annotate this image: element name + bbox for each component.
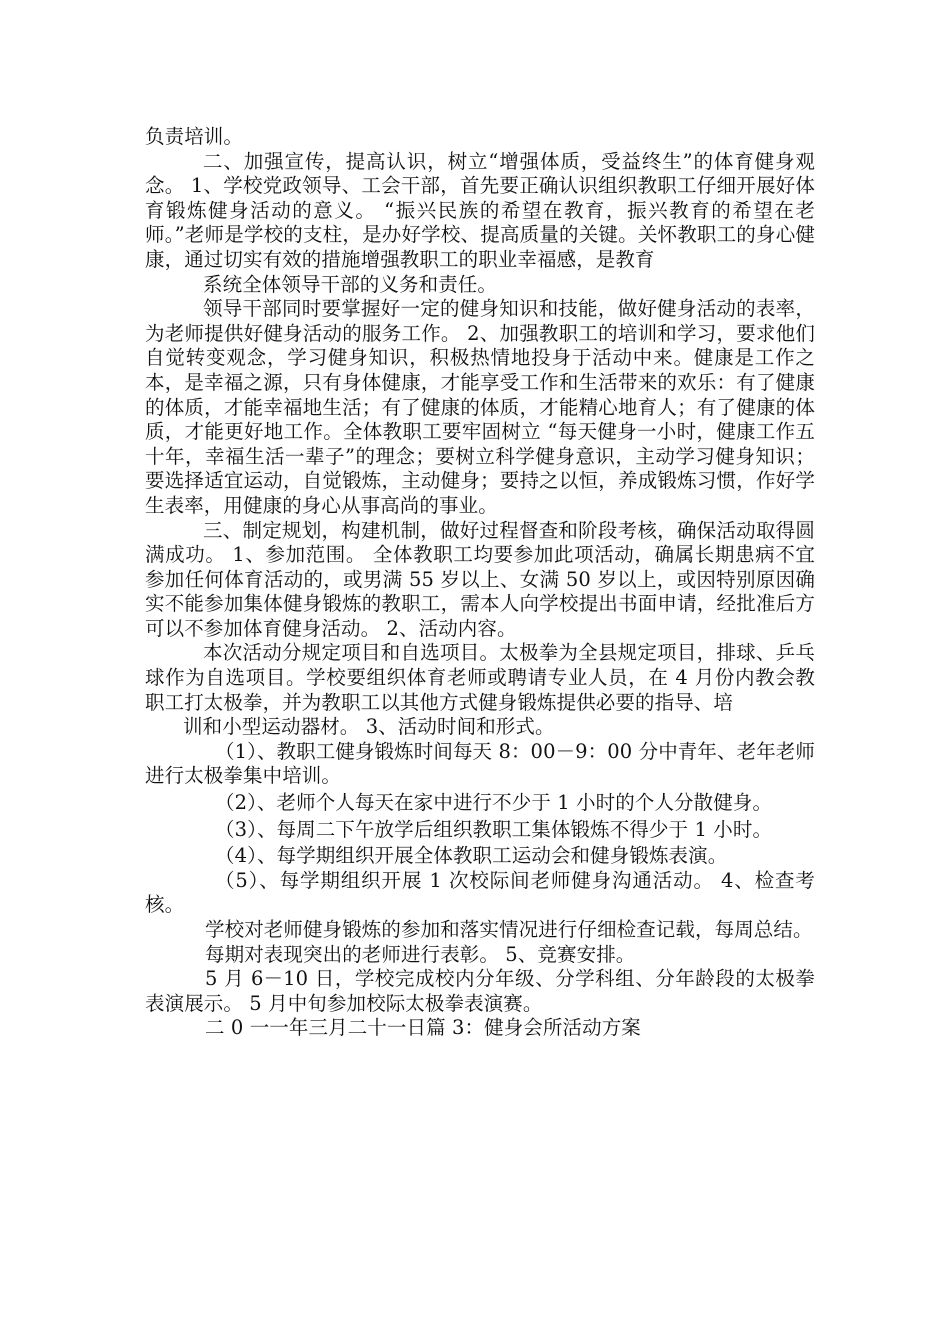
paragraph: 三、制定规划，构建机制，做好过程督查和阶段考核，确保活动取得圆满成功。 1、参加范围。 全体教职工均要参加此项活动，确属长期患病不宜参加任何体育活动的，或男满 55 岁以上、女满 50 岁以上，或因特别原因确实不能参加集体健身锻炼的教职工，需本人向学校提出书面申请，经批准后方可以不参加体育健身活动。 2、活动内容。 [145,518,815,640]
paragraph: 训和小型运动器材。 3、活动时间和形式。 [183,715,555,739]
paragraph: 二、加强宣传，提高认识，树立“增强体质，受益终生”的体育健身观念。 1、学校党政领导、工会干部，首先要正确认识组织教职工仔细开展好体育锻炼健身活动的意义。 “振兴民族的希望在教育，振兴教育的希望在老师。”老师是学校的支柱，是办好学校、提高质量的关键。关怀教职工的身心健康，通过切实有效的措施增强教职工的职业幸福感，是教育 [145,149,815,271]
paragraph: 系统全体领导干部的义务和责任。 [203,272,498,296]
paragraph: （1）、教职工健身锻炼时间每天 8：00－9：00 分中青年、老年老师进行太极拳集中培训。 [145,739,815,788]
document-body [145,125,815,1041]
paragraph: 学校对老师健身锻炼的参加和落实情况进行仔细检查记载，每周总结。 [205,918,813,941]
paragraph: 领导干部同时要掌握好一定的健身知识和技能，做好健身活动的表率，为老师提供好健身活动的服务工作。 2、加强教职工的培训和学习，要求他们自觉转变观念，学习健身知识，积极热情地投身于活动中来。健康是工作之本，是幸福之源，只有身体健康，才能享受工作和生活带来的欢乐：有了健康的体质，才能幸福地生活；有了健康的体质，才能精心地育人；有了健康的体质，才能更好地工作。全体教职工要牢固树立 “每天健身一小时，健康工作五十年，幸福生活一辈子”的理念；要树立科学健身意识，主动学习健身知识；要选择适宜运动，自觉锻炼，主动健身；要持之以恒，养成锻炼习惯，作好学生表率，用健康的身心从事高尚的事业。 [145,297,815,517]
paragraph: 负责培训。 [145,125,244,148]
paragraph: （3）、每周二下午放学后组织教职工集体锻炼不得少于 1 小时。 [215,817,773,841]
paragraph: 每期对表现突出的老师进行表彰。 5、竞赛安排。 [205,942,636,966]
paragraph: （4）、每学期组织开展全体教职工运动会和健身锻炼表演。 [215,844,728,868]
paragraph: 本次活动分规定项目和自选项目。太极拳为全县规定项目，排球、乒乓球作为自选项目。学校要组织体育老师或聘请专业人员，在 4 月份内教会教职工打太极拳，并为教职工以其他方式健身锻炼提供必要的指导、培 [145,641,815,714]
paragraph: （2）、老师个人每天在家中进行不少于 1 小时的个人分散健身。 [215,791,773,815]
paragraph: （5）、每学期组织开展 1 次校际间老师健身沟通活动。 4、检查考核。 [145,868,815,917]
paragraph: 5 月 6－10 日，学校完成校内分年级、分学科组、分年龄段的太极拳表演展示。 5 月中旬参加校际太极拳表演赛。 [145,967,815,1015]
paragraph: 二 0 一一年三月二十一日篇 3：健身会所活动方案 [205,1016,641,1040]
